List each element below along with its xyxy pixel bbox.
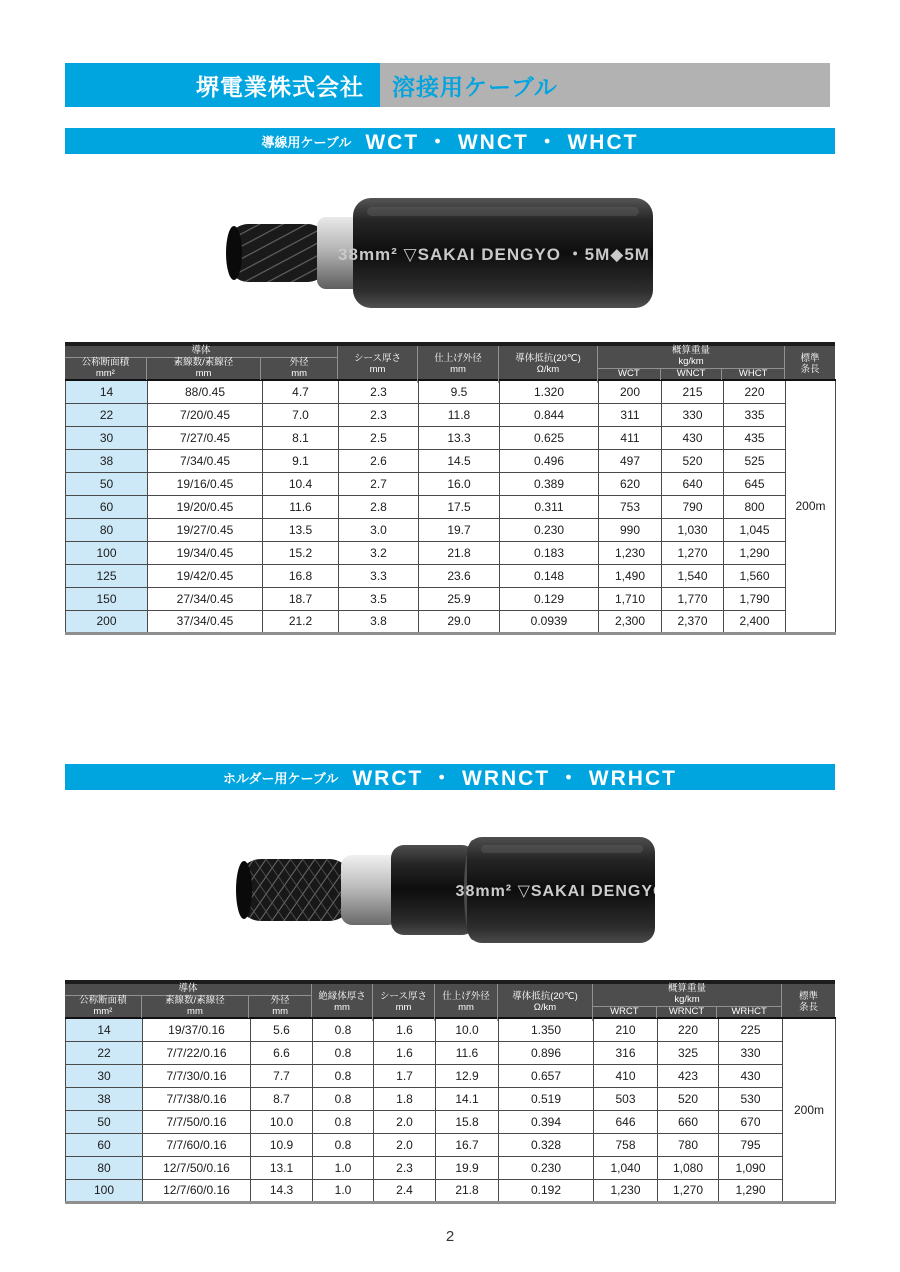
company-name: 堺電業株式会社 xyxy=(65,63,380,107)
header-strand-count: 素線数/素線径 mm xyxy=(147,358,262,380)
top-brand-band xyxy=(65,63,830,107)
value-cell: 990 xyxy=(599,518,662,541)
value-cell: 19/34/0.45 xyxy=(148,541,263,564)
value-cell: 1,290 xyxy=(719,1179,783,1202)
value-cell: 6.6 xyxy=(251,1041,313,1064)
value-cell: 2.3 xyxy=(374,1156,436,1179)
table-row xyxy=(66,1018,836,1041)
value-cell: 0.183 xyxy=(500,541,599,564)
header-nominal-area: 公称断面積 mm² xyxy=(65,996,142,1018)
value-cell: 21.8 xyxy=(436,1179,499,1202)
value-cell: 14.5 xyxy=(419,449,500,472)
value-cell: 21.8 xyxy=(419,541,500,564)
value-cell: 0.311 xyxy=(500,495,599,518)
value-cell: 790 xyxy=(662,495,724,518)
value-cell: 0.8 xyxy=(313,1041,374,1064)
table-row xyxy=(66,1064,836,1087)
value-cell: 520 xyxy=(662,449,724,472)
value-cell: 0.328 xyxy=(499,1133,594,1156)
size-label-cell: 22 xyxy=(66,403,148,426)
value-cell: 330 xyxy=(662,403,724,426)
value-cell: 3.2 xyxy=(339,541,419,564)
value-cell: 430 xyxy=(662,426,724,449)
value-cell: 325 xyxy=(658,1041,719,1064)
value-cell: 7/7/50/0.16 xyxy=(143,1110,251,1133)
table-row xyxy=(66,1110,836,1133)
table-row xyxy=(66,587,836,610)
cable-illustration xyxy=(225,192,655,314)
value-cell: 10.0 xyxy=(436,1018,499,1041)
standard-length-cell: 200m xyxy=(786,380,836,633)
value-cell: 1,290 xyxy=(724,541,786,564)
value-cell: 19/20/0.45 xyxy=(148,495,263,518)
value-cell: 16.7 xyxy=(436,1133,499,1156)
section-bar-lead-cable xyxy=(65,128,835,154)
value-cell: 758 xyxy=(594,1133,658,1156)
value-cell: 435 xyxy=(724,426,786,449)
header-finished-dia: 仕上げ外径 mm xyxy=(418,346,499,383)
value-cell: 220 xyxy=(724,380,786,403)
size-label-cell: 100 xyxy=(66,541,148,564)
value-cell: 2,370 xyxy=(662,610,724,633)
header-standard-length: 標準 条長 xyxy=(800,352,820,375)
table-row xyxy=(66,380,836,403)
size-label-cell: 50 xyxy=(66,1110,143,1133)
table-row xyxy=(66,426,836,449)
table-header xyxy=(65,980,835,1017)
value-cell: 0.8 xyxy=(313,1133,374,1156)
value-cell: 3.5 xyxy=(339,587,419,610)
value-cell: 1.350 xyxy=(499,1018,594,1041)
table-row xyxy=(66,1041,836,1064)
value-cell: 410 xyxy=(594,1064,658,1087)
section-title: WRCT ・ WRNCT ・ WRHCT xyxy=(352,767,677,790)
value-cell: 645 xyxy=(724,472,786,495)
size-label-cell: 80 xyxy=(66,1156,143,1179)
value-cell: 1.6 xyxy=(374,1041,436,1064)
header-weight-wct: WCT xyxy=(598,369,661,380)
value-cell: 210 xyxy=(594,1018,658,1041)
cable-print-label: 38mm² ▽SAKAI DENGYO ・5M◆5M・ xyxy=(338,245,655,264)
value-cell: 0.8 xyxy=(313,1018,374,1041)
value-cell: 9.5 xyxy=(419,380,500,403)
value-cell: 225 xyxy=(719,1018,783,1041)
value-cell: 3.8 xyxy=(339,610,419,633)
value-cell: 1,270 xyxy=(658,1179,719,1202)
value-cell: 0.8 xyxy=(313,1064,374,1087)
table-row xyxy=(66,541,836,564)
value-cell: 16.8 xyxy=(263,564,339,587)
value-cell: 2,300 xyxy=(599,610,662,633)
value-cell: 2.0 xyxy=(374,1133,436,1156)
value-cell: 19/27/0.45 xyxy=(148,518,263,541)
value-cell: 2.8 xyxy=(339,495,419,518)
value-cell: 2.7 xyxy=(339,472,419,495)
value-cell: 17.5 xyxy=(419,495,500,518)
size-label-cell: 14 xyxy=(66,1018,143,1041)
value-cell: 670 xyxy=(719,1110,783,1133)
value-cell: 15.2 xyxy=(263,541,339,564)
value-cell: 1,030 xyxy=(662,518,724,541)
size-label-cell: 125 xyxy=(66,564,148,587)
header-conductor-resistance: 導体抵抗(20℃) Ω/km xyxy=(498,984,593,1021)
header-finished-dia: 仕上げ外径 mm xyxy=(435,984,498,1021)
value-cell: 1,540 xyxy=(662,564,724,587)
value-cell: 37/34/0.45 xyxy=(148,610,263,633)
page-number: 2 xyxy=(445,1228,455,1245)
value-cell: 316 xyxy=(594,1041,658,1064)
value-cell: 1,270 xyxy=(662,541,724,564)
value-cell: 12/7/50/0.16 xyxy=(143,1156,251,1179)
value-cell: 311 xyxy=(599,403,662,426)
value-cell: 1,045 xyxy=(724,518,786,541)
header-weight-wrnct: WRNCT xyxy=(657,1007,718,1018)
value-cell: 2.6 xyxy=(339,449,419,472)
value-cell: 330 xyxy=(719,1041,783,1064)
value-cell: 14.1 xyxy=(436,1087,499,1110)
value-cell: 430 xyxy=(719,1064,783,1087)
value-cell: 1,490 xyxy=(599,564,662,587)
header-sheath-thickness: シース厚さ mm xyxy=(373,984,435,1021)
header-weight-whct: WHCT xyxy=(738,367,768,379)
cable-illustration xyxy=(235,833,655,948)
value-cell: 27/34/0.45 xyxy=(148,587,263,610)
table-row xyxy=(66,564,836,587)
header-weight-group: 概算重量 kg/km xyxy=(593,984,781,1007)
value-cell: 1,040 xyxy=(594,1156,658,1179)
value-cell: 620 xyxy=(599,472,662,495)
value-cell: 2.5 xyxy=(339,426,419,449)
value-cell: 753 xyxy=(599,495,662,518)
section-subtitle: 導線用ケーブル xyxy=(261,134,352,150)
value-cell: 1,770 xyxy=(662,587,724,610)
table-row xyxy=(66,403,836,426)
value-cell: 530 xyxy=(719,1087,783,1110)
value-cell: 503 xyxy=(594,1087,658,1110)
value-cell: 411 xyxy=(599,426,662,449)
value-cell: 0.389 xyxy=(500,472,599,495)
spec-table-body xyxy=(65,1017,836,1204)
value-cell: 12.9 xyxy=(436,1064,499,1087)
value-cell: 0.129 xyxy=(500,587,599,610)
value-cell: 11.8 xyxy=(419,403,500,426)
value-cell: 19/37/0.16 xyxy=(143,1018,251,1041)
size-label-cell: 50 xyxy=(66,472,148,495)
header-weight-wnct: WNCT xyxy=(661,369,723,380)
value-cell: 2.4 xyxy=(374,1179,436,1202)
value-cell: 14.3 xyxy=(251,1179,313,1202)
value-cell: 200 xyxy=(599,380,662,403)
value-cell: 0.896 xyxy=(499,1041,594,1064)
value-cell: 19.7 xyxy=(419,518,500,541)
header-weight-wrct: WRCT xyxy=(593,1007,657,1018)
size-label-cell: 38 xyxy=(66,1087,143,1110)
value-cell: 795 xyxy=(719,1133,783,1156)
value-cell: 2.3 xyxy=(339,380,419,403)
table-row xyxy=(66,449,836,472)
value-cell: 7/7/60/0.16 xyxy=(143,1133,251,1156)
value-cell: 1,790 xyxy=(724,587,786,610)
header-outer-dia: 外径 mm xyxy=(270,994,290,1017)
header-weight-wrhct: WRHCT xyxy=(731,1005,767,1017)
value-cell: 0.519 xyxy=(499,1087,594,1110)
value-cell: 520 xyxy=(658,1087,719,1110)
value-cell: 25.9 xyxy=(419,587,500,610)
value-cell: 13.5 xyxy=(263,518,339,541)
size-label-cell: 22 xyxy=(66,1041,143,1064)
table-row xyxy=(66,1156,836,1179)
size-label-cell: 60 xyxy=(66,1133,143,1156)
value-cell: 1.8 xyxy=(374,1087,436,1110)
value-cell: 3.0 xyxy=(339,518,419,541)
value-cell: 1.320 xyxy=(500,380,599,403)
value-cell: 7/20/0.45 xyxy=(148,403,263,426)
header-conductor-resistance: 導体抵抗(20℃) Ω/km xyxy=(499,346,598,383)
size-label-cell: 150 xyxy=(66,587,148,610)
value-cell: 13.3 xyxy=(419,426,500,449)
value-cell: 1.0 xyxy=(313,1179,374,1202)
value-cell: 16.0 xyxy=(419,472,500,495)
value-cell: 10.4 xyxy=(263,472,339,495)
value-cell: 1.6 xyxy=(374,1018,436,1041)
value-cell: 8.1 xyxy=(263,426,339,449)
cable-print-label: 38mm² ▽SAKAI DENGYO xyxy=(455,883,655,900)
value-cell: 1,230 xyxy=(594,1179,658,1202)
category-title: 溶接用ケーブル xyxy=(380,63,830,107)
value-cell: 800 xyxy=(724,495,786,518)
value-cell: 10.0 xyxy=(251,1110,313,1133)
value-cell: 497 xyxy=(599,449,662,472)
table-row xyxy=(66,472,836,495)
value-cell: 0.230 xyxy=(500,518,599,541)
value-cell: 12/7/60/0.16 xyxy=(143,1179,251,1202)
value-cell: 11.6 xyxy=(263,495,339,518)
header-weight-group: 概算重量 kg/km xyxy=(598,346,784,369)
value-cell: 0.8 xyxy=(313,1110,374,1133)
value-cell: 1,080 xyxy=(658,1156,719,1179)
value-cell: 19.9 xyxy=(436,1156,499,1179)
value-cell: 780 xyxy=(658,1133,719,1156)
value-cell: 11.6 xyxy=(436,1041,499,1064)
value-cell: 3.3 xyxy=(339,564,419,587)
value-cell: 23.6 xyxy=(419,564,500,587)
value-cell: 7/7/30/0.16 xyxy=(143,1064,251,1087)
header-conductor-group: 導体 xyxy=(65,346,337,358)
value-cell: 29.0 xyxy=(419,610,500,633)
spec-table-wrct xyxy=(65,980,835,1204)
header-standard-length: 標準 条長 xyxy=(798,990,818,1013)
value-cell: 0.657 xyxy=(499,1064,594,1087)
table-row xyxy=(66,518,836,541)
size-label-cell: 30 xyxy=(66,426,148,449)
size-label-cell: 200 xyxy=(66,610,148,633)
value-cell: 1,230 xyxy=(599,541,662,564)
header-insulation-thickness: 絶縁体厚さ mm xyxy=(312,984,373,1021)
cable-photo-wrct xyxy=(235,833,655,953)
value-cell: 2,400 xyxy=(724,610,786,633)
value-cell: 5.6 xyxy=(251,1018,313,1041)
value-cell: 0.8 xyxy=(313,1087,374,1110)
size-label-cell: 30 xyxy=(66,1064,143,1087)
value-cell: 7.0 xyxy=(263,403,339,426)
size-label-cell: 80 xyxy=(66,518,148,541)
value-cell: 0.230 xyxy=(499,1156,594,1179)
value-cell: 4.7 xyxy=(263,380,339,403)
value-cell: 0.496 xyxy=(500,449,599,472)
table-header xyxy=(65,342,835,379)
value-cell: 0.192 xyxy=(499,1179,594,1202)
header-nominal-area: 公称断面積 mm² xyxy=(65,358,147,380)
value-cell: 423 xyxy=(658,1064,719,1087)
value-cell: 525 xyxy=(724,449,786,472)
table-row xyxy=(66,1179,836,1202)
value-cell: 640 xyxy=(662,472,724,495)
size-label-cell: 14 xyxy=(66,380,148,403)
size-label-cell: 100 xyxy=(66,1179,143,1202)
value-cell: 215 xyxy=(662,380,724,403)
table-row xyxy=(66,495,836,518)
value-cell: 9.1 xyxy=(263,449,339,472)
value-cell: 21.2 xyxy=(263,610,339,633)
value-cell: 220 xyxy=(658,1018,719,1041)
value-cell: 0.625 xyxy=(500,426,599,449)
value-cell: 660 xyxy=(658,1110,719,1133)
value-cell: 7/7/38/0.16 xyxy=(143,1087,251,1110)
table-row xyxy=(66,1087,836,1110)
value-cell: 8.7 xyxy=(251,1087,313,1110)
value-cell: 10.9 xyxy=(251,1133,313,1156)
table-row xyxy=(66,1133,836,1156)
value-cell: 7.7 xyxy=(251,1064,313,1087)
value-cell: 18.7 xyxy=(263,587,339,610)
value-cell: 1.0 xyxy=(313,1156,374,1179)
value-cell: 2.0 xyxy=(374,1110,436,1133)
size-label-cell: 60 xyxy=(66,495,148,518)
value-cell: 19/42/0.45 xyxy=(148,564,263,587)
header-sheath-thickness: シース厚さ mm xyxy=(338,346,418,383)
header-conductor-group: 導体 xyxy=(65,984,311,996)
value-cell: 646 xyxy=(594,1110,658,1133)
spec-table-body xyxy=(65,379,836,635)
value-cell: 1.7 xyxy=(374,1064,436,1087)
cable-photo-wct xyxy=(225,192,655,319)
value-cell: 19/16/0.45 xyxy=(148,472,263,495)
size-label-cell: 38 xyxy=(66,449,148,472)
value-cell: 13.1 xyxy=(251,1156,313,1179)
value-cell: 15.8 xyxy=(436,1110,499,1133)
value-cell: 1,710 xyxy=(599,587,662,610)
value-cell: 0.844 xyxy=(500,403,599,426)
value-cell: 0.394 xyxy=(499,1110,594,1133)
section-bar-holder-cable xyxy=(65,764,835,790)
table-row xyxy=(66,610,836,633)
value-cell: 7/34/0.45 xyxy=(148,449,263,472)
insulation-layer xyxy=(341,855,399,925)
value-cell: 0.0939 xyxy=(500,610,599,633)
value-cell: 2.3 xyxy=(339,403,419,426)
value-cell: 1,090 xyxy=(719,1156,783,1179)
value-cell: 7/7/22/0.16 xyxy=(143,1041,251,1064)
section-subtitle: ホルダー用ケーブル xyxy=(223,770,339,786)
standard-length-cell: 200m xyxy=(783,1018,836,1202)
value-cell: 88/0.45 xyxy=(148,380,263,403)
value-cell: 7/27/0.45 xyxy=(148,426,263,449)
value-cell: 0.148 xyxy=(500,564,599,587)
value-cell: 335 xyxy=(724,403,786,426)
section-title: WCT ・ WNCT ・ WHCT xyxy=(365,131,639,154)
header-strand-count: 素線数/素線径 mm xyxy=(142,996,250,1018)
header-outer-dia: 外径 mm xyxy=(289,356,309,379)
value-cell: 1,560 xyxy=(724,564,786,587)
spec-table-wct xyxy=(65,342,835,635)
